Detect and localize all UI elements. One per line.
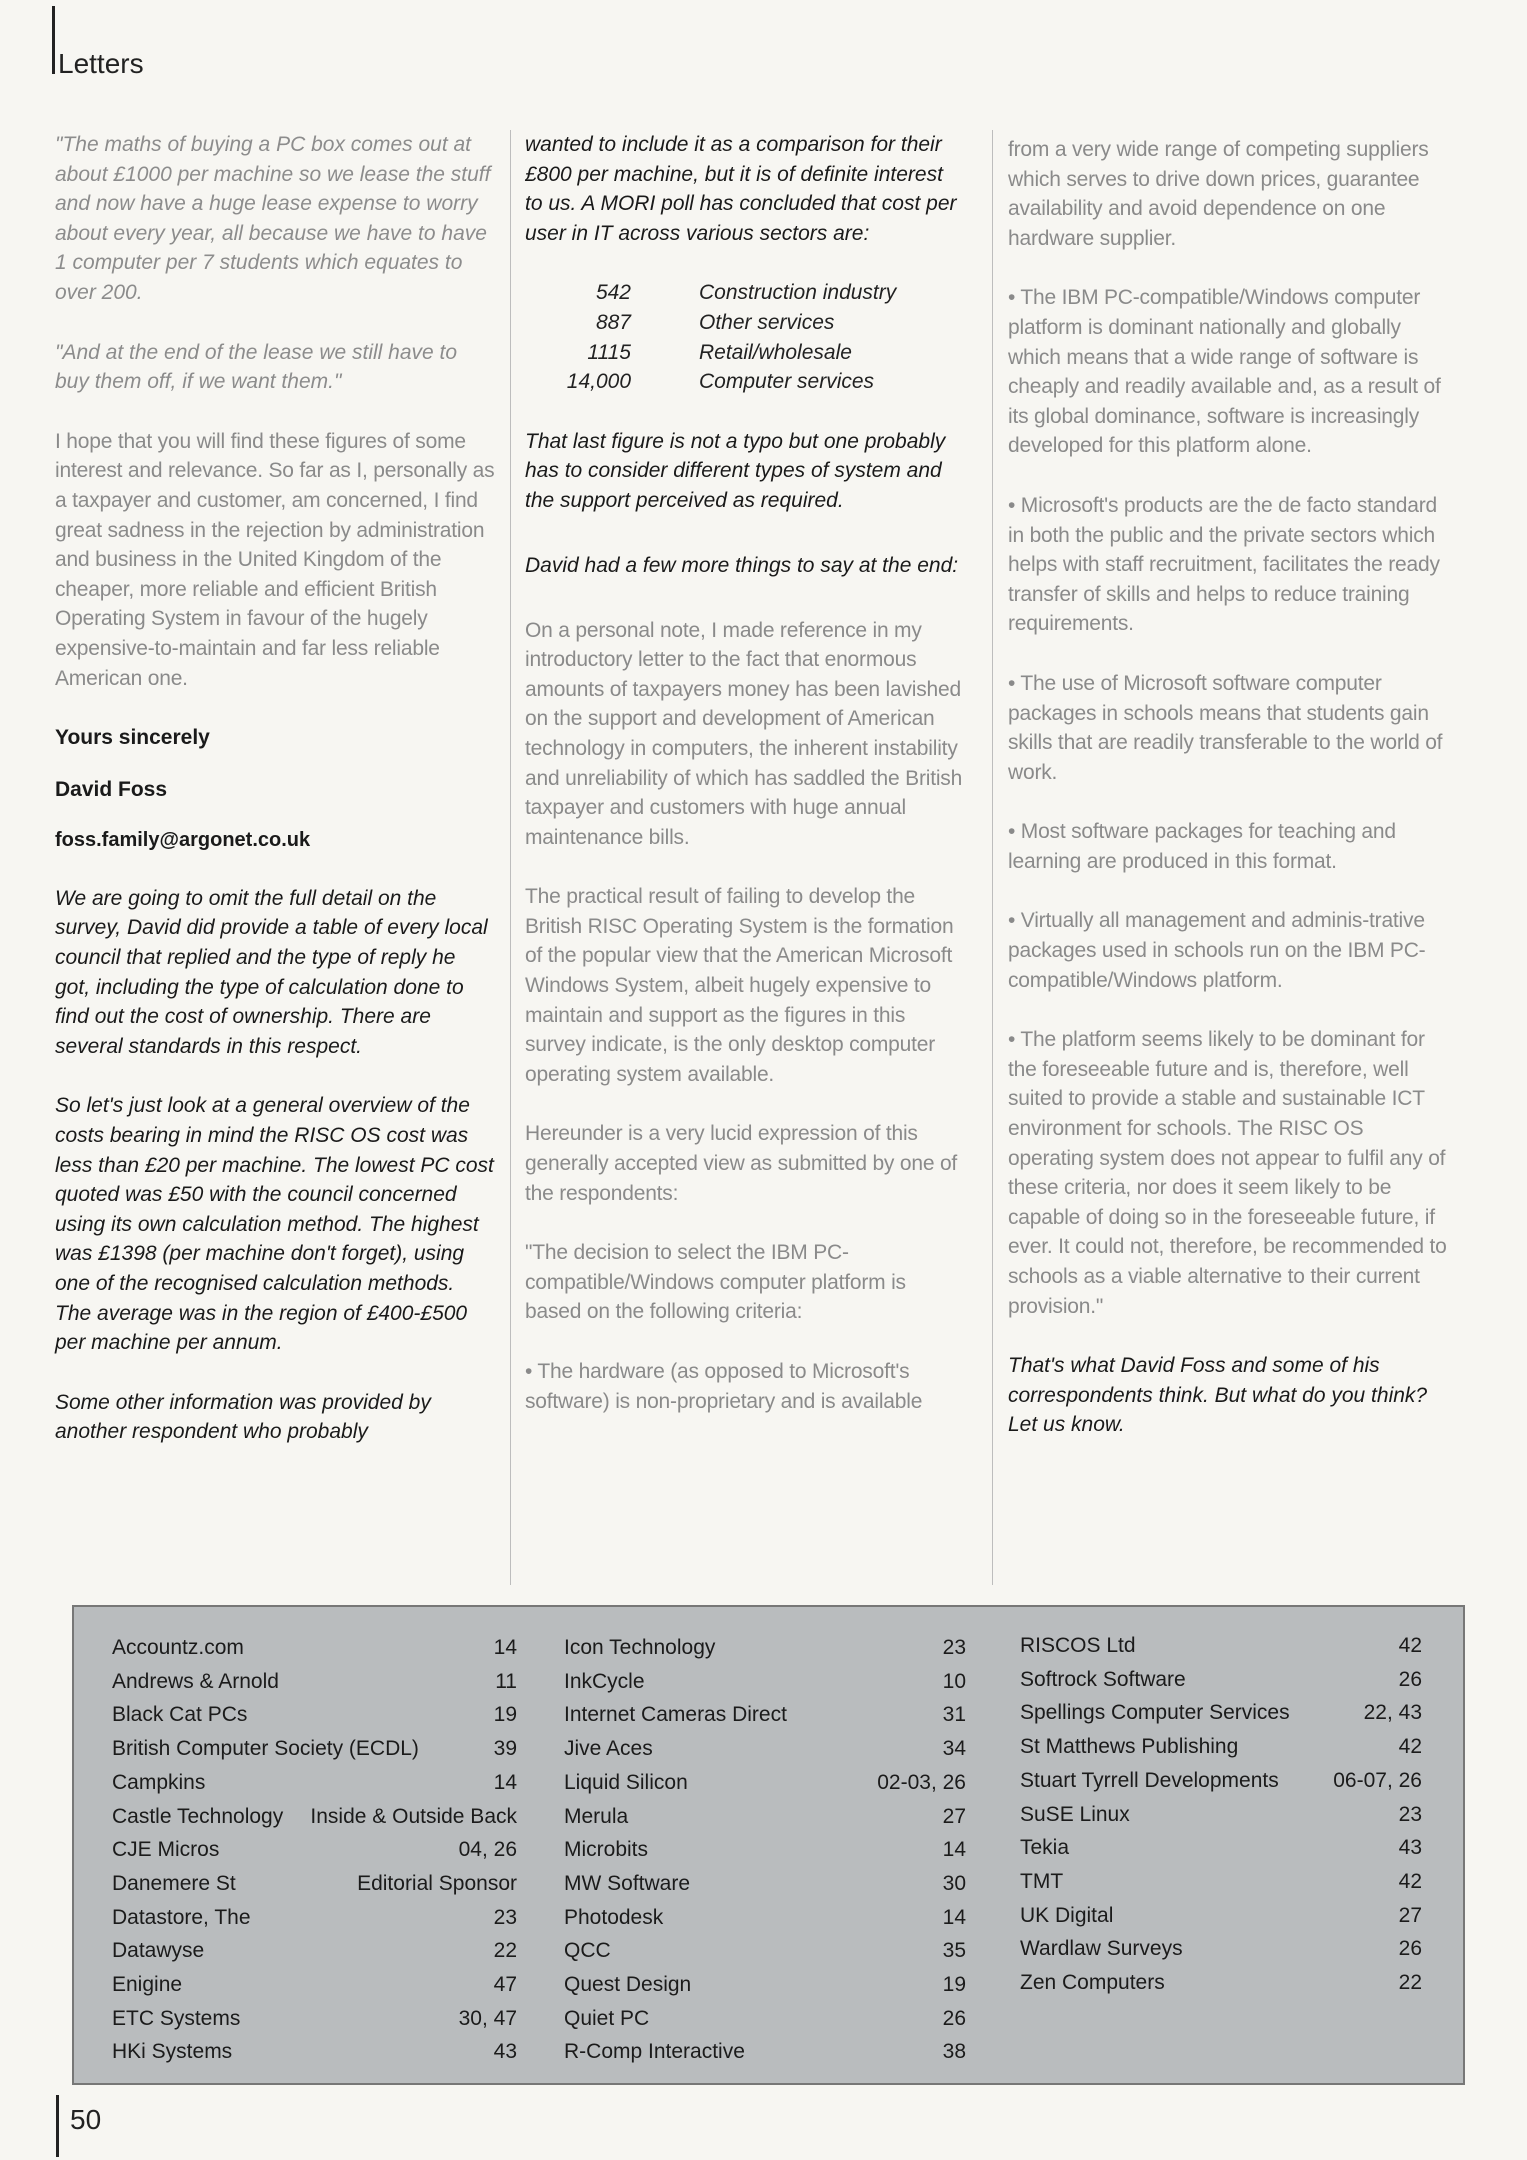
advertiser-entry [564,1800,966,1834]
advertiser-entry [1020,1899,1422,1933]
advertiser-name: QCC [564,1939,611,1963]
advertiser-entry [112,1665,517,1699]
advertiser-name: SuSE Linux [1020,1802,1130,1826]
advertiser-name: Quest Design [564,1973,692,1997]
sector-name: Other services [699,310,835,334]
letter-paragraph: The practical result of failing to develop the British RISC Operating System is the formation of the popular view that the American Microsoft Windows System, albeit hugely expensive to maintain and support as the figures in this survey indicate, is the only desktop computer operating system available. [525,885,954,1086]
advertiser-page: 22, 43 [1363,1701,1422,1725]
advertiser-page: 14 [493,1636,517,1659]
editor-paragraph: That's what David Foss and some of his correspondents think. But what do you think? Let us know. [1008,1354,1428,1437]
sector-name: Computer services [699,370,875,394]
advertiser-page: 35 [942,1939,966,1963]
advertiser-name: Spellings Computer Services [1020,1701,1290,1725]
footer-rule [56,2095,59,2157]
advertiser-name: Castle Technology [112,1804,284,1828]
advertisers-index [72,1605,1465,2085]
advertiser-name: Accountz.com [112,1636,244,1659]
advertiser-entry [1020,1865,1422,1899]
advertiser-name: R-Comp Interactive [564,2040,745,2064]
sector-name: Construction industry [699,281,897,305]
advertiser-entry [112,1732,517,1766]
advertiser-page: Inside & Outside Back [310,1804,517,1828]
advertiser-name: Photodesk [564,1905,664,1929]
advertiser-name: InkCycle [564,1669,645,1693]
advertiser-name: TMT [1020,1869,1064,1893]
advertiser-name: Microbits [564,1838,649,1862]
cost-value: 1115 [587,340,631,364]
advertiser-name: Black Cat PCs [112,1703,248,1727]
advertiser-page: 26 [1398,1667,1422,1691]
advertiser-entry [564,1968,966,2002]
advertiser-page: 19 [942,1973,966,1997]
advertiser-entry [564,1867,966,1901]
table-row [525,367,896,397]
letter-paragraph: I hope that you will find these figures of some interest and relevance. So far as I, personally as a taxpayer and customer, am concerned, I find great sadness in the rejection by administration and business in the United Kingdom of the cheaper, more reliable and efficient British Operating System in favour of the hugely expensive-to-maintain and far less reliable American one. [55,429,495,690]
advertiser-entry [1020,1966,1422,2000]
letter-paragraph: Hereunder is a very lucid expression of this generally accepted view as submitted by one of the respondents: [525,1122,958,1205]
advertiser-entry [1020,1932,1422,1966]
signoff: Yours sincerely [55,726,210,750]
advertiser-entry [1020,1663,1422,1697]
letter-paragraph: from a very wide range of competing suppliers which serves to drive down prices, guarantee availability and avoid dependence on one hardware supplier. [1008,138,1429,250]
quote-paragraph: "The maths of buying a PC box comes out at about £1000 per machine so we lease the stuff and now have a huge lease expense to worry about every year, all because we have to have 1 computer per 7 students which equates to over 200. [55,133,491,304]
advertiser-page: 43 [493,2040,517,2064]
advertiser-name: MW Software [564,1871,691,1895]
advertiser-entry [1020,1696,1422,1730]
advertiser-name: Merula [564,1804,629,1828]
advertiser-page: 31 [942,1703,966,1727]
column-3 [1008,135,1448,1470]
advertisers-column-3 [1020,1629,1422,2000]
advertiser-entry [112,1800,517,1834]
letter-paragraph: • Virtually all management and adminis-trative packages used in schools run on the IBM PC-compatible/Windows platform. [1008,909,1426,992]
advertisers-column-2 [564,1631,966,2069]
advertiser-page: 14 [942,1838,966,1862]
letter-paragraph: On a personal note, I made reference in my introductory letter to the fact that enormous amounts of taxpayers money has been lavished on the support and development of American technology in computers, the inherent instability and unreliability of which has saddled the British taxpayer and customers with huge annual maintenance bills. [525,618,963,849]
advertiser-name: CJE Micros [112,1838,220,1862]
editor-paragraph: That last figure is not a typo but one probably has to consider different types of system and the support perceived as required. [525,429,946,512]
advertiser-name: HKi Systems [112,2040,233,2064]
advertiser-page: 27 [942,1804,966,1828]
letter-paragraph: • The hardware (as opposed to Microsoft's software) is non-proprietary and is available [525,1360,923,1413]
letter-paragraph: • The use of Microsoft software computer packages in schools means that students gain skills that are readily transferable to the world of work. [1008,671,1443,784]
advertiser-page: 11 [495,1669,517,1693]
table-row [525,308,896,338]
advertiser-entry [112,1698,517,1732]
advertiser-page: 26 [1398,1937,1422,1961]
advertiser-page: 23 [1398,1802,1422,1826]
advertiser-name: Andrews & Arnold [112,1669,279,1693]
advertiser-page: 22 [493,1939,517,1963]
advertiser-page: 39 [493,1737,517,1761]
advertiser-page: 23 [493,1905,517,1929]
advertiser-name: ETC Systems [112,2006,241,2030]
advertiser-entry [1020,1730,1422,1764]
advertiser-name: UK Digital [1020,1903,1114,1927]
header-rule [52,6,55,74]
advertiser-entry [112,1833,517,1867]
letter-paragraph: "The decision to select the IBM PC-compatible/Windows computer platform is based on the following criteria: [525,1241,906,1324]
advertiser-name: Softrock Software [1020,1667,1186,1691]
advertiser-page: 22 [1398,1971,1422,1995]
quote-paragraph: "And at the end of the lease we still have to buy them off, if we want them." [55,340,458,394]
advertiser-page: 27 [1398,1903,1422,1927]
advertiser-page: 47 [493,1973,517,1997]
editor-paragraph: David had a few more things to say at the end: [525,553,959,577]
advertiser-page: 23 [942,1636,966,1659]
advertiser-name: Wardlaw Surveys [1020,1937,1183,1961]
advertiser-entry [112,2002,517,2036]
advertiser-entry [564,1698,966,1732]
section-title: Letters [58,48,144,79]
letter-paragraph: • The platform seems likely to be dominant for the foreseeable future and is, therefore, well suited to provide a stable and sustainable ICT environment for schools. The RISC OS operating system does not appear to fulfil any of these criteria, nor does it seem likely to be capable of doing so in the foreseeable future, if ever. It could not, therefore, be recommended to schools as a viable alternative to their current provision." [1008,1028,1447,1318]
cost-value: 542 [595,281,631,305]
advertiser-entry [1020,1831,1422,1865]
advertiser-entry [112,1968,517,2002]
column-1 [55,130,495,1477]
advertiser-entry [112,2035,517,2069]
advertiser-page: 38 [942,2040,966,2064]
advertiser-page: 42 [1398,1735,1422,1759]
advertiser-entry [564,1732,966,1766]
advertiser-page: 04, 26 [458,1838,517,1862]
advertiser-entry [112,1766,517,1800]
cost-value: 14,000 [566,370,631,394]
table-row [525,338,896,368]
advertiser-entry [112,1934,517,1968]
advertiser-name: Internet Cameras Direct [564,1703,787,1727]
advertiser-page: 02-03, 26 [877,1770,966,1794]
advertiser-entry [112,1901,517,1935]
advertiser-name: Enigine [112,1973,183,1997]
advertiser-name: Quiet PC [564,2006,650,2030]
advertiser-name: Jive Aces [564,1737,653,1761]
advertiser-page: 42 [1398,1634,1422,1657]
editor-paragraph: Some other information was provided by another respondent who probably [55,1390,431,1444]
advertiser-page: 43 [1398,1836,1422,1860]
advertiser-entry [564,1766,966,1800]
advertiser-entry [564,1665,966,1699]
advertiser-name: Danemere St [112,1871,236,1895]
advertiser-entry [564,2002,966,2036]
advertiser-entry [564,1934,966,1968]
advertiser-entry [1020,1798,1422,1832]
advertiser-name: St Matthews Publishing [1020,1735,1239,1759]
advertiser-page: Editorial Sponsor [357,1871,517,1895]
cost-per-user-table [525,278,896,396]
advertiser-page: 10 [942,1669,966,1693]
advertisers-column-1 [112,1631,517,2069]
advertiser-page: 30 [942,1871,966,1895]
table-row [525,278,896,308]
editor-paragraph: We are going to omit the full detail on the survey, David did provide a table of every local council that replied and the type of reply he got, including the type of calculation done to find out the cost of ownership. There are several standards in this respect. [55,886,488,1058]
advertiser-entry [564,1631,966,1665]
cost-value: 887 [595,310,631,334]
advertiser-page: 19 [493,1703,517,1727]
sector-name: Retail/wholesale [699,340,852,364]
letter-paragraph: • Microsoft's products are the de facto standard in both the public and the private sectors which helps with staff recruitment, facilitates the ready transfer of skills and helps to reduce training requirements. [1008,493,1440,636]
advertiser-entry [564,2035,966,2069]
advertiser-name: RISCOS Ltd [1020,1634,1136,1657]
advertiser-name: Icon Technology [564,1636,716,1659]
column-divider [510,130,511,1585]
advertiser-entry [1020,1764,1422,1798]
advertiser-name: Zen Computers [1020,1971,1165,1995]
advertiser-page: 30, 47 [458,2006,517,2030]
advertiser-entry [564,1833,966,1867]
advertiser-name: Stuart Tyrrell Developments [1020,1768,1279,1792]
letter-paragraph: • The IBM PC-compatible/Windows computer platform is dominant nationally and globally which means that a wide range of software is cheaply and readily available and, as a result of its global dominance, software is increasingly developed for this platform alone. [1008,286,1441,458]
advertiser-name: Datawyse [112,1939,205,1963]
advertiser-name: Datastore, The [112,1905,251,1929]
advertiser-page: 06-07, 26 [1333,1768,1422,1792]
advertiser-entry [112,1631,517,1665]
advertiser-page: 26 [942,2006,966,2030]
editor-paragraph: wanted to include it as a comparison for their £800 per machine, but it is of definite interest to us. A MORI poll has concluded that cost per user in IT across various sectors are: [525,133,957,245]
page-number: 50 [70,2104,102,2135]
author-email: foss.family@argonet.co.uk [55,829,311,852]
author-name: David Foss [55,777,168,801]
advertiser-name: Campkins [112,1770,206,1794]
advertiser-name: British Computer Society (ECDL) [112,1737,419,1761]
column-divider [992,130,993,1585]
advertiser-entry [1020,1629,1422,1663]
advertiser-page: 34 [942,1737,966,1761]
advertiser-page: 14 [493,1770,517,1794]
column-2 [525,130,965,1446]
advertiser-entry [564,1901,966,1935]
advertiser-entry [112,1867,517,1901]
advertiser-name: Tekia [1020,1836,1070,1860]
advertiser-page: 14 [942,1905,966,1929]
advertiser-name: Liquid Silicon [564,1770,688,1794]
letter-paragraph: • Most software packages for teaching and learning are produced in this format. [1008,820,1396,873]
advertiser-page: 42 [1398,1869,1422,1893]
editor-paragraph: So let's just look at a general overview of the costs bearing in mind the RISC OS cost was less than £20 per machine. The lowest PC cost quoted was £50 with the council concerned using its own calculation method. The highest was £1398 (per machine don't forget), using one of the recognised calculation methods. The average was in the region of £400-£500 per machine per annum. [55,1094,494,1355]
